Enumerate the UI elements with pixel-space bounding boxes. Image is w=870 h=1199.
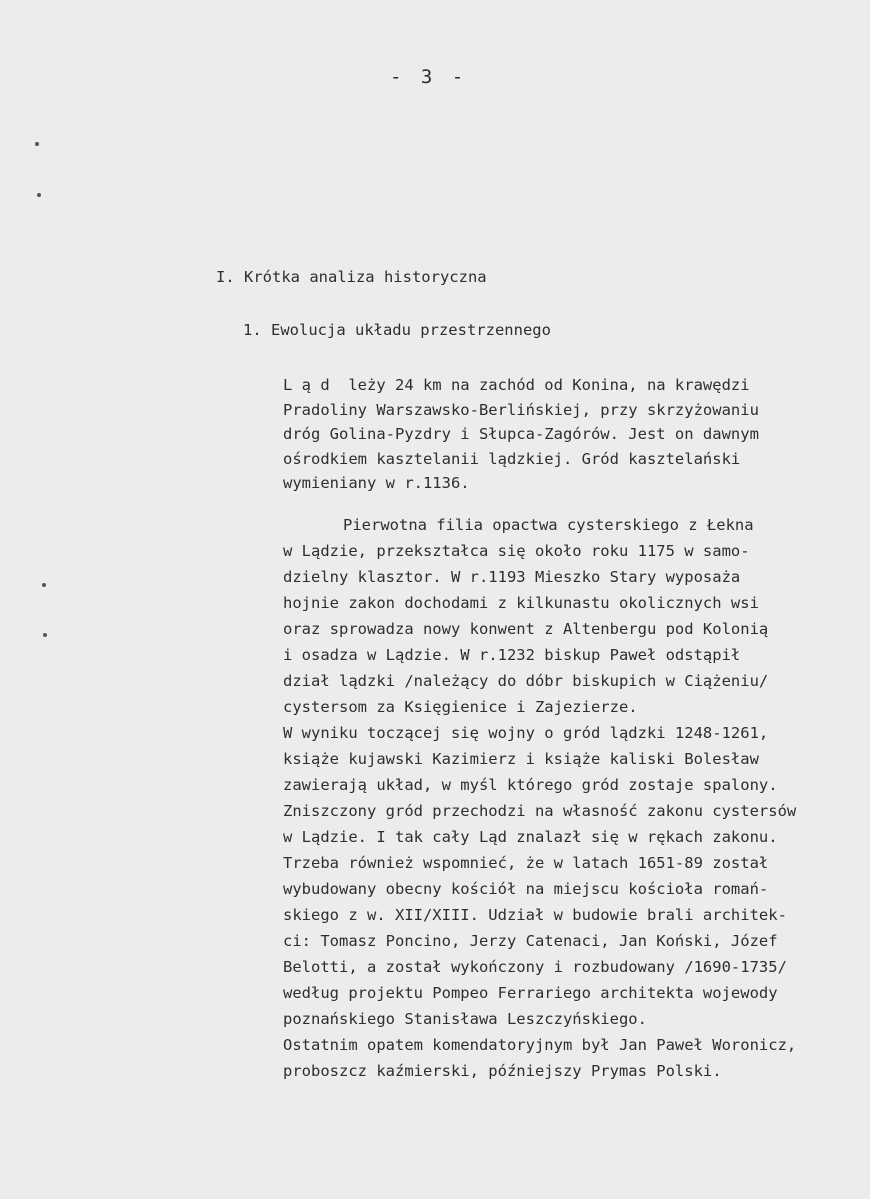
punch-hole-mark [43, 633, 47, 637]
text-line: cystersom za Księgienice i Zajezierze. [283, 698, 638, 716]
page-number: - 3 - [390, 66, 468, 88]
text-line: W wyniku toczącej się wojny o gród lądzki 1248-1261, [283, 724, 769, 742]
text-line: oraz sprowadza nowy konwent z Altenbergu pod Kolonią [283, 620, 769, 638]
text-line: i osadza w Lądzie. W r.1232 biskup Paweł odstąpił [283, 646, 741, 664]
text-line: Zniszczony gród przechodzi na własność zakonu cystersów [283, 802, 797, 820]
text-line: Ostatnim opatem komendatoryjnym był Jan Paweł Woronicz, [283, 1036, 797, 1054]
text-line: hojnie zakon dochodami z kilkunastu okolicznych wsi [283, 594, 759, 612]
text-line: dzielny klasztor. W r.1193 Mieszko Stary wyposaża [283, 568, 741, 586]
section-heading: I. Krótka analiza historyczna [216, 268, 487, 286]
text-line: proboszcz kaźmierski, późniejszy Prymas Polski. [283, 1062, 722, 1080]
text-line: skiego z w. XII/XIII. Udział w budowie brali architek- [283, 906, 787, 924]
text-line: L ą d leży 24 km na zachód od Konina, na krawędzi [283, 376, 750, 394]
text-line: zawierają układ, w myśl którego gród zostaje spalony. [283, 776, 778, 794]
text-line: według projektu Pompeo Ferrariego architekta wojewody [283, 984, 778, 1002]
punch-hole-mark [42, 583, 46, 587]
text-line: dział lądzki /należący do dóbr biskupich w Ciążeniu/ [283, 672, 769, 690]
text-line: w Lądzie, przekształca się około roku 1175 w samo- [283, 542, 750, 560]
text-line: wybudowany obecny kościół na miejscu kościoła romań- [283, 880, 769, 898]
subsection-heading: 1. Ewolucja układu przestrzennego [243, 321, 551, 339]
punch-hole-mark [37, 193, 41, 197]
paragraph-history [283, 512, 863, 1084]
text-line: dróg Golina-Pyzdry i Słupca-Zagórów. Jest on dawnym [283, 425, 759, 444]
text-line: Trzeba również wspomnieć, że w latach 1651-89 został [283, 854, 769, 872]
text-line: ośrodkiem kasztelanii lądzkiej. Gród kasztelański [283, 449, 741, 468]
punch-hole-mark [35, 142, 39, 146]
text-line: Pradoliny Warszawsko-Berlińskiej, przy skrzyżowaniu [283, 400, 759, 419]
text-line: wymieniany w r.1136. [283, 474, 470, 493]
text-line: książe kujawski Kazimierz i książe kaliski Bolesław [283, 750, 759, 768]
text-line: Pierwotna filia opactwa cysterskiego z Łekna [343, 516, 754, 534]
text-line: ci: Tomasz Poncino, Jerzy Catenaci, Jan Koński, Józef [283, 932, 778, 950]
text-line: w Lądzie. I tak cały Ląd znalazł się w rękach zakonu. [283, 828, 778, 846]
paragraph-location [283, 373, 863, 496]
text-line: Belotti, a został wykończony i rozbudowany /1690-1735/ [283, 958, 787, 976]
text-line: poznańskiego Stanisława Leszczyńskiego. [283, 1010, 647, 1028]
